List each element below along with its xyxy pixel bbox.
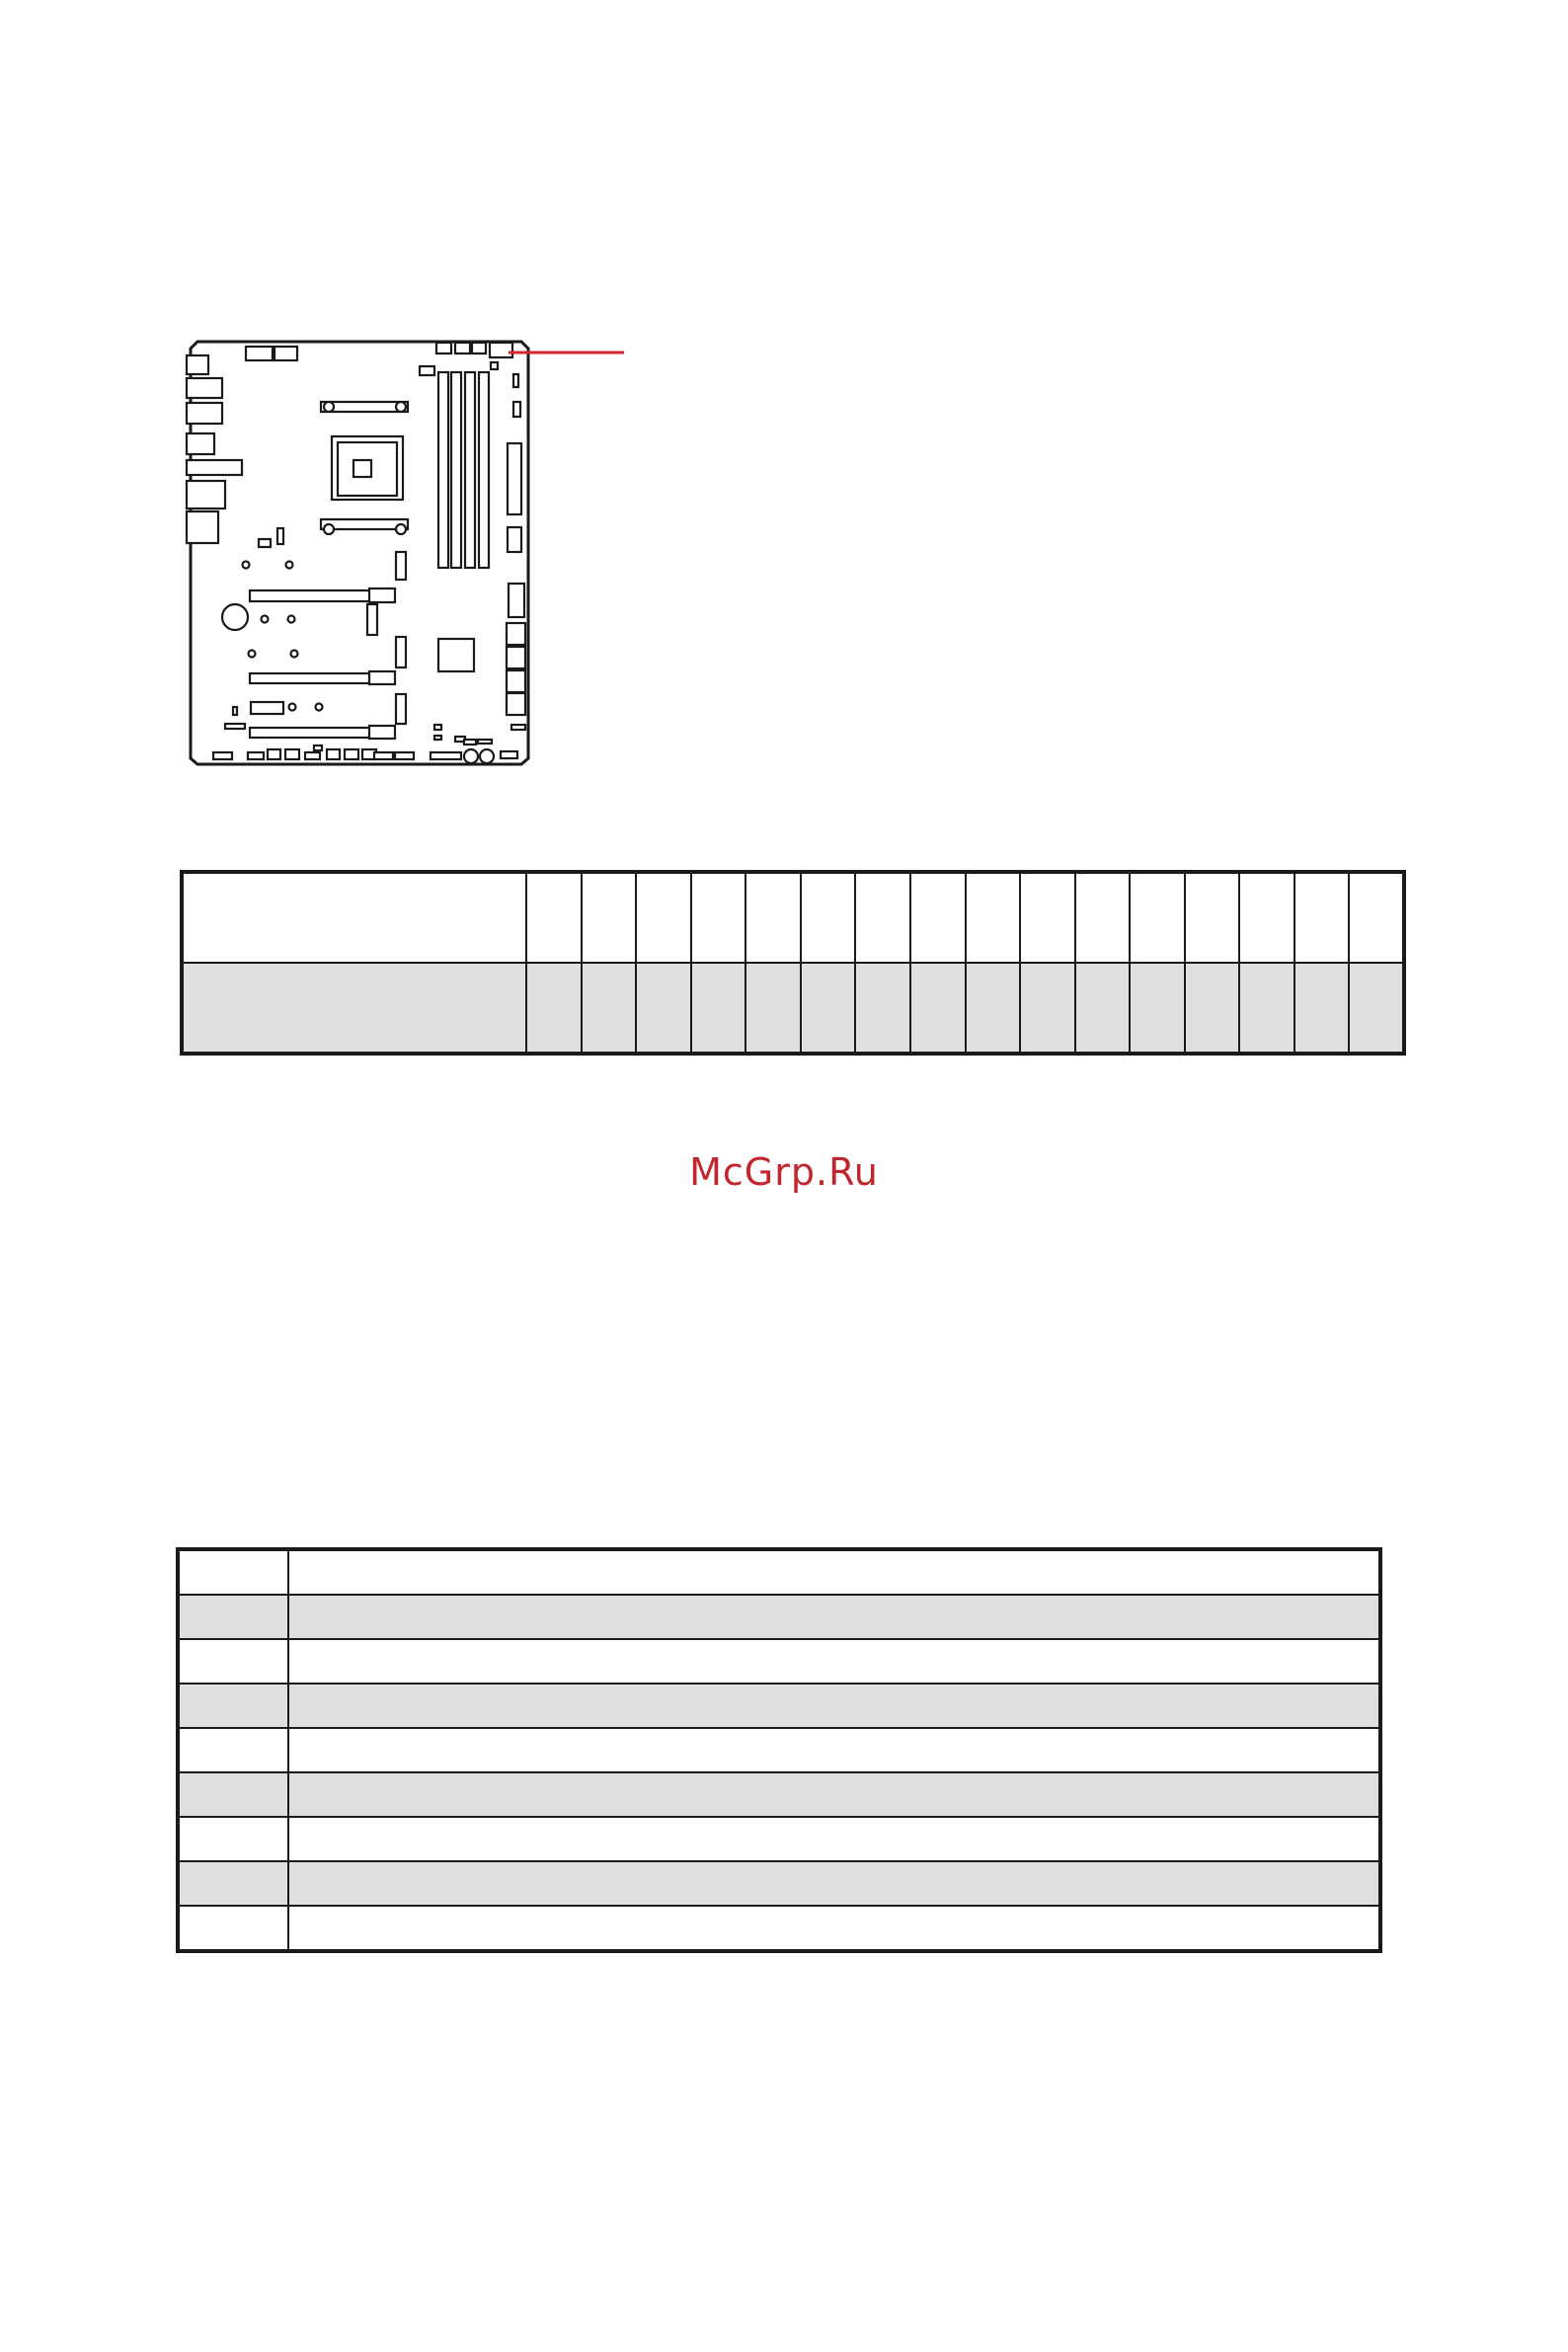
table-cell xyxy=(1294,963,1350,1054)
table-cell xyxy=(288,1684,1380,1728)
table-cell xyxy=(1349,872,1404,963)
table-cell xyxy=(1130,963,1185,1054)
socket-screw xyxy=(324,524,334,534)
small-component xyxy=(464,740,476,745)
sata-port xyxy=(507,693,525,715)
table-cell xyxy=(910,872,966,963)
bottom-header xyxy=(268,749,280,759)
table-cell xyxy=(910,963,966,1054)
mount-hole xyxy=(286,562,293,569)
table-cell xyxy=(288,1728,1380,1772)
table-cell xyxy=(178,1684,288,1728)
right-connector xyxy=(508,527,521,552)
table-cell xyxy=(178,1595,288,1639)
table-row xyxy=(182,872,1404,963)
cpu-socket-core xyxy=(353,460,371,477)
mount-hole xyxy=(291,651,298,658)
m2-connector xyxy=(396,552,406,580)
table-cell xyxy=(745,872,801,963)
table-row xyxy=(178,1906,1380,1951)
button-round xyxy=(464,749,478,763)
small-component xyxy=(434,725,441,730)
bottom-header xyxy=(248,752,264,759)
small-component xyxy=(259,539,271,547)
dimm-slot xyxy=(465,372,475,568)
table-cell xyxy=(1294,872,1350,963)
bottom-header xyxy=(305,752,320,759)
table-cell xyxy=(288,1772,1380,1817)
right-connector xyxy=(513,402,520,417)
table-row xyxy=(178,1684,1380,1728)
dimm-slot xyxy=(438,372,448,568)
small-header xyxy=(491,362,498,369)
mount-hole xyxy=(243,562,250,569)
slot-latch xyxy=(369,726,395,739)
table-cell xyxy=(1185,963,1240,1054)
m2-connector xyxy=(396,637,406,667)
table-cell xyxy=(288,1595,1380,1639)
table-cell xyxy=(288,1549,1380,1595)
table-cell xyxy=(288,1861,1380,1906)
table-cell xyxy=(178,1772,288,1817)
small-component xyxy=(478,740,492,744)
rear-io-port xyxy=(187,378,222,398)
pcie-slot xyxy=(250,728,370,738)
rear-io-port xyxy=(187,403,222,424)
table-cell xyxy=(691,872,746,963)
table-cell xyxy=(636,963,691,1054)
right-connector xyxy=(509,584,524,617)
socket-screw xyxy=(396,402,406,412)
small-header xyxy=(420,366,434,375)
pcie-slot xyxy=(250,590,370,601)
table-cell xyxy=(178,1817,288,1861)
table-cell xyxy=(288,1817,1380,1861)
table-cell xyxy=(636,872,691,963)
small-component xyxy=(314,745,322,750)
bottom-header xyxy=(327,749,340,759)
table-cell xyxy=(182,963,526,1054)
bottom-header xyxy=(345,749,358,759)
slot-latch xyxy=(369,588,395,602)
motherboard-layout-diagram xyxy=(178,326,632,780)
table-cell xyxy=(178,1549,288,1595)
table-cell xyxy=(178,1639,288,1684)
m2-connector xyxy=(396,694,406,724)
rear-io-port xyxy=(187,481,225,509)
table-cell xyxy=(1020,963,1075,1054)
table-cell xyxy=(801,963,856,1054)
small-component xyxy=(251,702,283,714)
bottom-header xyxy=(374,752,393,759)
right-connector xyxy=(511,725,525,730)
right-connector xyxy=(508,443,521,514)
mount-hole xyxy=(262,616,269,623)
table-cell xyxy=(526,963,582,1054)
pin-definition-table xyxy=(180,870,1406,1056)
watermark: McGrp.Ru xyxy=(689,1150,879,1194)
table-row xyxy=(178,1728,1380,1772)
table-cell xyxy=(1020,872,1075,963)
top-header xyxy=(472,343,486,353)
bottom-header xyxy=(285,749,299,759)
rear-io-port xyxy=(187,460,242,475)
bottom-header xyxy=(213,752,232,759)
table-cell xyxy=(178,1728,288,1772)
table-cell xyxy=(1239,872,1294,963)
table-row xyxy=(178,1595,1380,1639)
small-component xyxy=(233,707,237,715)
table-cell xyxy=(855,872,910,963)
button-round xyxy=(480,749,494,763)
dimm-slot xyxy=(479,372,489,568)
pcie-slot xyxy=(250,673,370,683)
battery xyxy=(222,604,248,630)
small-component xyxy=(277,528,283,544)
table-row xyxy=(178,1549,1380,1595)
table-cell xyxy=(182,872,526,963)
mount-hole xyxy=(288,616,295,623)
table-cell xyxy=(526,872,582,963)
table-cell xyxy=(288,1906,1380,1951)
table-cell xyxy=(801,872,856,963)
table-cell xyxy=(1130,872,1185,963)
mount-hole xyxy=(289,704,296,711)
mount-hole xyxy=(249,651,256,658)
top-header xyxy=(436,343,451,353)
table-cell xyxy=(966,872,1021,963)
table-cell xyxy=(745,963,801,1054)
rear-io-port xyxy=(187,433,214,454)
top-header xyxy=(455,343,470,353)
spec-table xyxy=(176,1547,1382,1953)
sata-port xyxy=(507,623,525,645)
table-cell xyxy=(1075,872,1131,963)
header-block xyxy=(246,347,273,360)
socket-screw xyxy=(324,402,334,412)
table-cell xyxy=(178,1906,288,1951)
table-cell xyxy=(855,963,910,1054)
m2-connector xyxy=(367,604,377,635)
table-cell xyxy=(1239,963,1294,1054)
bottom-header xyxy=(431,752,461,759)
table-cell xyxy=(288,1639,1380,1684)
table-cell xyxy=(691,963,746,1054)
table-row xyxy=(178,1639,1380,1684)
slot-latch xyxy=(369,671,395,684)
table-row xyxy=(182,963,1404,1054)
small-component xyxy=(225,724,245,729)
table-cell xyxy=(966,963,1021,1054)
table-cell xyxy=(582,963,637,1054)
bottom-header xyxy=(501,751,517,758)
top-header xyxy=(490,343,512,357)
socket-screw xyxy=(396,524,406,534)
header-block xyxy=(274,347,297,360)
rear-io-port xyxy=(187,355,208,374)
table-cell xyxy=(582,872,637,963)
dimm-slot xyxy=(451,372,461,568)
right-connector xyxy=(513,374,518,387)
sata-port xyxy=(507,647,525,668)
table-cell xyxy=(1075,963,1131,1054)
sata-port xyxy=(507,670,525,692)
table-cell xyxy=(1185,872,1240,963)
chipset xyxy=(438,639,474,671)
table-cell xyxy=(178,1861,288,1906)
table-row xyxy=(178,1817,1380,1861)
small-component xyxy=(434,736,441,740)
table-cell xyxy=(1349,963,1404,1054)
mount-hole xyxy=(316,704,323,711)
bottom-header xyxy=(395,752,414,759)
rear-io-port xyxy=(187,511,218,543)
table-row xyxy=(178,1772,1380,1817)
table-row xyxy=(178,1861,1380,1906)
